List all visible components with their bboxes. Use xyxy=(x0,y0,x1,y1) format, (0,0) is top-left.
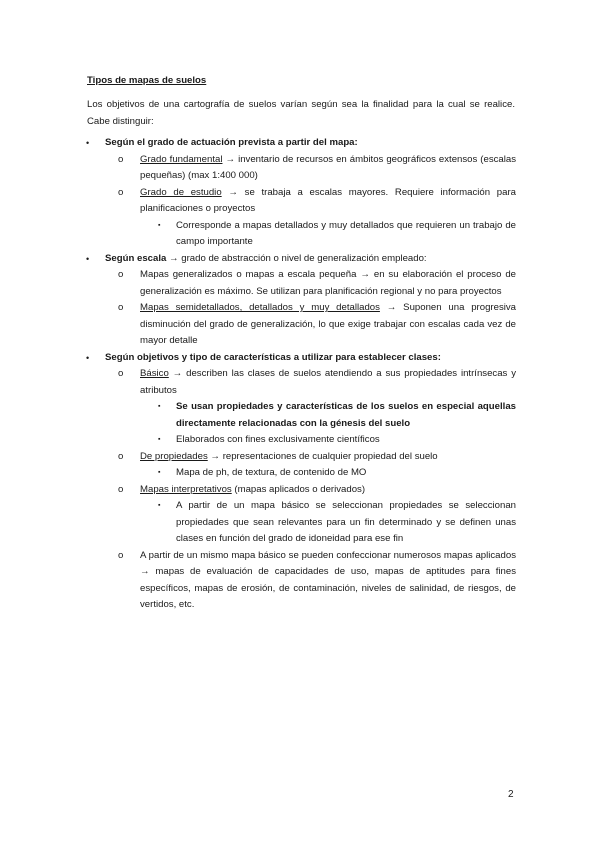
sub-item-propiedades-genesis xyxy=(158,399,516,432)
square-bullet-icon: ▪ xyxy=(158,469,161,476)
circle-bullet-icon: o xyxy=(118,483,124,495)
circle-bullet-icon: o xyxy=(118,302,124,313)
circle-bullet-icon: o xyxy=(118,549,124,561)
arrow-icon: → xyxy=(225,153,236,165)
list-item-grado-fundamental xyxy=(118,152,517,185)
sub-item-text: Corresponde a mapas detallados y muy detallados que requieren un trabajo de campo importante xyxy=(176,219,516,247)
sub-item-fines-cientificos xyxy=(158,432,516,449)
item-text: en su elaboración el proceso de generalización es máximo. Se utilizan para planificación regional y no para proyectos xyxy=(140,269,517,297)
list-item-grado-estudio xyxy=(118,185,517,218)
arrow-icon: → xyxy=(360,269,370,280)
page-number: 2 xyxy=(508,789,514,800)
sub-item-mapa-ph xyxy=(158,465,516,482)
item-text: inventario de recursos en ámbitos geográficos extensos (escalas pequeñas) (max 1:400 000) xyxy=(140,153,517,181)
page-title: Tipos de mapas de suelos xyxy=(87,75,207,86)
item-term: Mapas interpretativos xyxy=(140,483,232,495)
item-text: se trabaja a escalas mayores. Requiere información para planificaciones o proyectos xyxy=(140,186,517,214)
bullet-icon: • xyxy=(86,138,90,148)
arrow-icon: → xyxy=(172,368,183,379)
arrow-icon: → xyxy=(210,450,221,462)
arrow-icon: → xyxy=(228,186,238,198)
sub-item-text: Elaborados con fines exclusivamente científicos xyxy=(176,434,380,445)
arrow-icon: → xyxy=(386,302,397,313)
sub-item-text: A partir de un mapa básico se seleccionan propiedades se seleccionan propiedades que sean relevantes para un fin determinado y se definen unas clases en función del grado de idoneidad para ese fin xyxy=(176,500,516,544)
item-text: describen las clases de suelos atendiendo a sus propiedades intrínsecas y atributos xyxy=(140,368,516,396)
list-item-de-propiedades xyxy=(118,449,516,466)
item-term: Mapas semidetallados, detallados y muy detallados xyxy=(140,302,380,313)
item-text: mapas de evaluación de capacidades de uso, mapas de aptitudes para fines específicos, mapas de erosión, de contaminación, niveles de salinidad, de riesgos, de vertidos, etc. xyxy=(140,566,516,610)
item-term: Grado de estudio xyxy=(140,186,222,198)
item-term: De propiedades xyxy=(140,450,208,462)
item-term: Básico xyxy=(140,368,169,379)
sub-item-text: Se usan propiedades y características de los suelos en especial aquellas directamente relacionadas con la génesis del suelo xyxy=(176,401,516,429)
list-item-mapas-interpretativos xyxy=(118,482,516,499)
item-paren: (mapas aplicados o derivados) xyxy=(234,483,366,495)
item-lead: Mapas generalizados o mapas a escala pequeña xyxy=(140,269,357,280)
section-heading-text: Según escala xyxy=(105,252,167,264)
circle-bullet-icon: o xyxy=(118,368,124,379)
outline-list xyxy=(0,135,599,614)
item-term: Grado fundamental xyxy=(140,153,223,165)
arrow-icon: → xyxy=(140,566,150,577)
square-bullet-icon: ▪ xyxy=(158,502,161,509)
square-bullet-icon: ▪ xyxy=(158,436,161,443)
section-heading-text: Según el grado de actuación prevista a partir del mapa: xyxy=(105,137,358,148)
circle-bullet-icon: o xyxy=(118,153,124,165)
item-text: representaciones de cualquier propiedad del suelo xyxy=(222,450,438,462)
list-item-mapas-generalizados xyxy=(118,267,517,300)
item-lead: A partir de un mismo mapa básico se pueden confeccionar numerosos mapas aplicados xyxy=(140,549,516,561)
section-heading-objetivos xyxy=(86,350,516,367)
bullet-icon: • xyxy=(86,253,90,264)
sub-item-mapa-basico-seleccion xyxy=(158,498,516,548)
list-item-mapas-aplicados xyxy=(118,548,516,614)
circle-bullet-icon: o xyxy=(118,269,124,280)
sub-item-text: Mapa de ph, de textura, de contenido de MO xyxy=(176,467,367,478)
sub-item-detallados xyxy=(158,218,516,251)
circle-bullet-icon: o xyxy=(118,186,124,198)
item-text: Suponen una progresiva disminución del grado de generalización, lo que exige trabajar con escalas cada vez de mayor detalle xyxy=(140,302,517,346)
square-bullet-icon: ▪ xyxy=(158,403,161,410)
section-heading-text: Según objetivos y tipo de características a utilizar para establecer clases: xyxy=(105,351,441,363)
section-heading-escala xyxy=(86,251,516,268)
intro-paragraph: Los objetivos de una cartografía de suelos varían según sea la finalidad para la cual se realice. Cabe distinguir: xyxy=(87,99,515,127)
circle-bullet-icon: o xyxy=(118,450,124,462)
list-item-basico xyxy=(118,366,516,399)
section-heading-rest: grado de abstracción o nivel de generalización empleado: xyxy=(181,252,427,264)
square-bullet-icon: ▪ xyxy=(158,221,161,229)
bullet-icon: • xyxy=(86,352,90,363)
section-heading-grado xyxy=(86,135,516,152)
arrow-icon: → xyxy=(169,252,179,264)
list-item-mapas-semidetallados xyxy=(118,300,517,350)
